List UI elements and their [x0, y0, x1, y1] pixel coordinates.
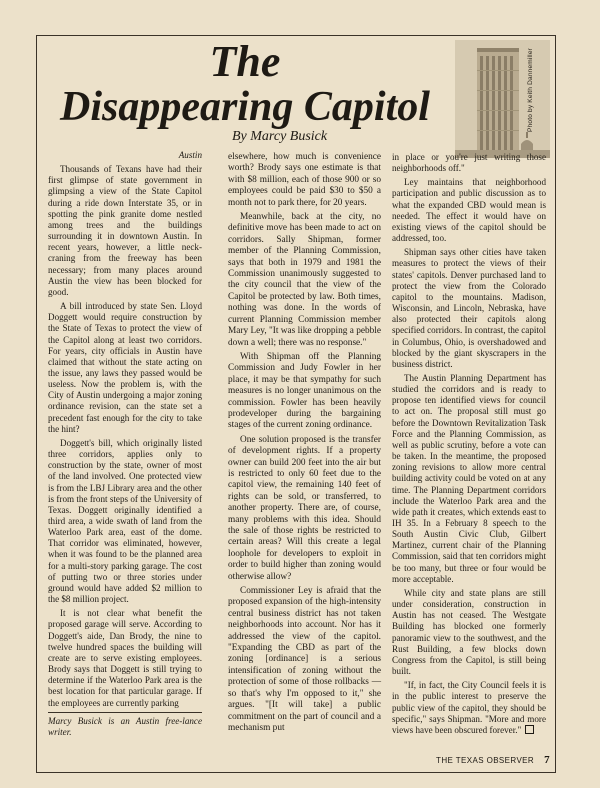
page-number: 7: [544, 754, 550, 766]
title-line-1: The: [209, 37, 281, 86]
end-mark-icon: [525, 725, 534, 734]
last-paragraph-text: "If, in fact, the City Council feels it is in the public interest to preserve the public view of the capitol, they should be specific," says Shipman. "More and more views have been obscured forever.": [392, 680, 546, 735]
building-photo-graphic: [455, 40, 550, 158]
paragraph: With Shipman off the Planning Commission and Judy Fowler in her place, it may be that sympathy for such measures is no longer unanimous on the commission. Fowler has been heavily prodeveloper during the bargaining stages of the current zoning ordinance.: [228, 351, 381, 431]
article-column-1: [48, 150, 202, 741]
footnote-rule: [48, 712, 202, 713]
capitol-photo: [455, 40, 550, 158]
paragraph: in place or you're just writing those neighborhoods off.": [392, 152, 546, 174]
paragraph: Doggett's bill, which originally listed three corridors, applies only to construction by the state, owner of most of the land involved. One protected view is from the LBJ Library area and the other is from the front steps of the University of Texas. Doggett originally identified a third area, a wide swath of land from the Waterloo Park area, east of the dome. That corridor was eliminated, however, when it was found to be the planned area for a multi-story parking garage. The cost of putting two or three stories under ground would have added $2 million to the $8 million project.: [48, 437, 202, 605]
paragraph: Shipman says other cities have taken measures to protect the views of their states' capitols. Denver purchased land to protect the view from the Colorado capitol to the mountains. Madison, Wisconsin, and Lincoln, Nebraska, have also protected their capitols along specified corridors. In contrast, the capitol in Columbus, Ohio, is overshadowed and blocked by the giant skyscrapers in the business district.: [392, 247, 546, 369]
paragraph: A bill introduced by state Sen. Lloyd Doggett would require construction by the State of Texas to protect the view of the Capitol along at least two corridors. For years, city officials in Austin have claimed that without the state acting on the issue, any laws they passed would be useless. Now the problem is, with the City of Austin undergoing a major zoning ordinance revision, can the state set a precedent fast enough for the city to take the hint?: [48, 301, 202, 434]
byline: By Marcy Busick: [232, 129, 328, 144]
article-column-3: [392, 152, 546, 739]
dateline: Austin: [178, 150, 202, 160]
author-footnote: Marcy Busick is an Austin free-lance writer.: [48, 715, 202, 737]
publication-name: THE TEXAS OBSERVER: [436, 756, 535, 765]
photo-credit: Photo by Keith Dannemiller: [527, 48, 534, 132]
paragraph: Commissioner Ley is afraid that the proposed expansion of the high-intensity central business district has not taken neighborhoods into account. Nor has it addressed the view of the capitol. "Expanding the CBD as part of the zoning [ordinance] is a serious intensification of zoning without the protection of some of those rollbacks — so that's why I'm opposed to it," she argues. "[It will take] a public commitment on the part of council and a mechanism put: [228, 586, 381, 733]
paragraph: Thousands of Texans have had their first glimpse of state government in glimpsing a view of the State Capitol during a ride down Interstate 35, or in spotting the pink granite dome nestled among trees and the buildings surrounding it in downtown Austin. In recent years, however, a little neck-craning from the freeway has been necessary; from many places around Austin the view has been blocked for good.: [48, 164, 202, 297]
page-footer: [400, 754, 550, 766]
paragraph: elsewhere, how much is convenience worth? Brody says one estimate is that with $8 million, each of those 900 or so employees could be paid $30 to $50 a month not to park there, for 20 years.: [228, 152, 381, 208]
paragraph: Ley maintains that neighborhood participation and public discussion as to what the expanded CBD would mean is needed. The effect it would have on existing views of the capitol should be addressed, too.: [392, 177, 546, 244]
paragraph-last: [392, 680, 546, 736]
paragraph: The Austin Planning Department has studied the corridors and is ready to propose ten identified views for council to act on. The proposal still must go before the Downtown Revitalization Task Force and the Planning Commission, as well as public scrutiny, before a vote can be taken. In the meantime, the proposed zoning revisions to allow more central building activity could be voted on at any time. The Planning Department corridors include the Waterloo Park area and the wide path it creates, which extends east to IH 35. In a February 8 speech to the South Austin Civic Club, Gilbert Martinez, current chair of the Planning Commission, said that ten corridors might be too many, but three or four would be more acceptable.: [392, 372, 546, 584]
paragraph: Meanwhile, back at the city, no definitive move has been made to act on corridors. Sally Shipman, former member of the Planning Commission, says that both in 1979 and 1981 the Commission unanimously suggested to the city council that the view of the Capitol be protected by law. Both times, nothing was done. In the words of current Planning Commission member Mary Ley, "It was like dropping a pebble down a well; there was no response.": [228, 212, 381, 348]
article-column-2: [228, 152, 381, 737]
paragraph: While city and state plans are still under consideration, construction in Austin has not ceased. The Westgate Building has blocked one formerly panoramic view to the southwest, and the Rust Building, a few blocks down Congress from the Capitol, is still being built.: [392, 587, 546, 677]
paragraph: It is not clear what benefit the proposed garage will serve. According to Doggett's aide, Dan Brody, the nine to twelve hundred spaces the building will create are to serve existing employees. Brody says that Doggett is still trying to determine if the Waterloo Park area is the best location for that particular garage. If the employees are currently parking: [48, 608, 202, 708]
article-title: [40, 37, 450, 130]
title-line-2: Disappearing Capitol: [60, 84, 430, 130]
paragraph: One solution proposed is the transfer of development rights. If a property owner can build 200 feet into the air but is restricted to only 60 feet due to the capitol view, the remaining 140 feet of rights can be sold, or transferred, to another property. There are, of course, many problems with this idea. Should the sale of those rights be restricted to certain areas? Will this create a legal loophole for developers to exploit in order to build higher than zoning would otherwise allow?: [228, 434, 381, 582]
